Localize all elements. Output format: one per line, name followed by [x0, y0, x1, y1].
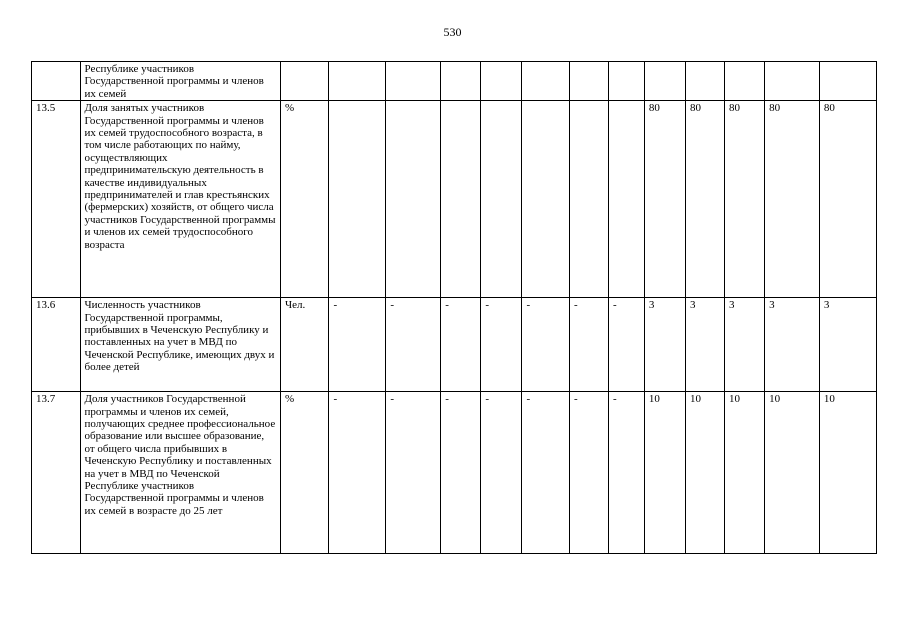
value-cell	[522, 62, 569, 101]
value-cell: -	[481, 392, 522, 554]
indicators-table	[31, 61, 877, 554]
value-cell	[819, 62, 876, 101]
value-cell: 10	[765, 392, 820, 554]
value-cell: 80	[765, 101, 820, 298]
value-cell: 3	[644, 298, 685, 392]
value-cell	[608, 101, 644, 298]
value-cell: -	[569, 392, 608, 554]
value-cell	[481, 62, 522, 101]
value-cell: -	[386, 392, 441, 554]
value-cell: 10	[725, 392, 765, 554]
value-cell	[685, 62, 724, 101]
value-cell: 10	[819, 392, 876, 554]
table-row	[32, 62, 877, 101]
value-cell: 10	[685, 392, 724, 554]
value-cell: -	[441, 392, 481, 554]
unit-cell: %	[280, 101, 329, 298]
value-cell: -	[608, 298, 644, 392]
indicator-description-cell: Численность участников Государственной программы, прибывших в Чеченскую Республику и поставленных на учет в МВД по Чеченской Республике, имеющих двух и более детей	[80, 298, 280, 392]
value-cell: 80	[644, 101, 685, 298]
value-cell: 10	[644, 392, 685, 554]
value-cell: -	[329, 298, 386, 392]
value-cell: 80	[685, 101, 724, 298]
value-cell: -	[569, 298, 608, 392]
value-cell: 3	[725, 298, 765, 392]
value-cell: 3	[819, 298, 876, 392]
value-cell: 3	[765, 298, 820, 392]
value-cell	[608, 62, 644, 101]
value-cell: -	[386, 298, 441, 392]
value-cell	[481, 101, 522, 298]
page-number: 530	[443, 25, 462, 39]
indicator-description-cell: Республике участников Государственной программы и членов их семей	[80, 62, 280, 101]
value-cell	[329, 62, 386, 101]
value-cell: 80	[819, 101, 876, 298]
indicator-description-cell: Доля участников Государственной программы и членов их семей, получающих среднее профессиональное образование или высшее образование, от общего числа прибывших в Чеченскую Республику и поставленных на учет в МВД по Чеченской Республике участников Государственной программы и членов их семей в возрасте до 25 лет	[80, 392, 280, 554]
row-number-cell: 13.7	[32, 392, 81, 554]
value-cell: 3	[685, 298, 724, 392]
value-cell: -	[329, 392, 386, 554]
value-cell: -	[441, 298, 481, 392]
value-cell	[644, 62, 685, 101]
value-cell: -	[522, 392, 569, 554]
unit-cell: Чел.	[280, 298, 329, 392]
value-cell	[725, 62, 765, 101]
row-number-cell: 13.6	[32, 298, 81, 392]
value-cell: 80	[725, 101, 765, 298]
value-cell	[441, 101, 481, 298]
table-row	[32, 101, 877, 298]
unit-cell	[280, 62, 329, 101]
value-cell	[522, 101, 569, 298]
table-row	[32, 392, 877, 554]
value-cell	[386, 101, 441, 298]
table-row	[32, 298, 877, 392]
unit-cell: %	[280, 392, 329, 554]
value-cell	[441, 62, 481, 101]
value-cell	[386, 62, 441, 101]
indicator-description-cell: Доля занятых участников Государственной программы и членов их семей трудоспособного возраста, в том числе работающих по найму, осуществляющих предпринимательскую деятельность в качестве индивидуальных предпринимателей и глав крестьянских (фермерских) хозяйств, от общего числа участников Государственной программы и членов их семей трудоспособного возраста	[80, 101, 280, 298]
value-cell: -	[481, 298, 522, 392]
row-number-cell: 13.5	[32, 101, 81, 298]
value-cell	[765, 62, 820, 101]
value-cell: -	[608, 392, 644, 554]
row-number-cell	[32, 62, 81, 101]
value-cell	[569, 62, 608, 101]
value-cell: -	[522, 298, 569, 392]
value-cell	[329, 101, 386, 298]
value-cell	[569, 101, 608, 298]
